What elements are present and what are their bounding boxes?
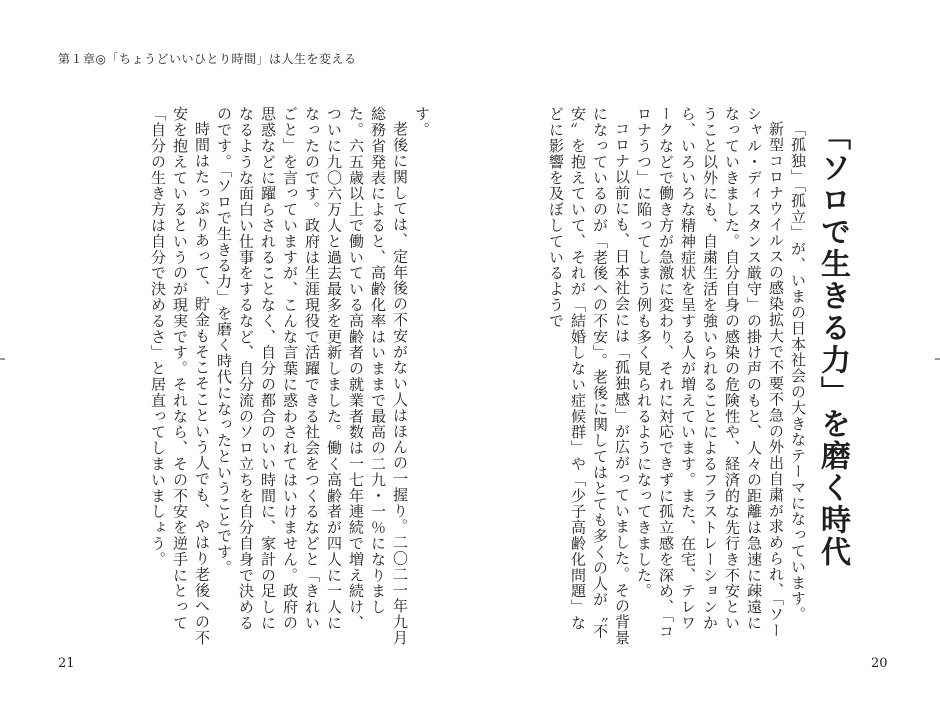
page-number-right: 20	[871, 656, 888, 671]
paragraph: 新型コロナウイルスの感染拡大で不要不急の外出自粛が求められ、「ソーシャル・ディスタンス厳守」の掛け声のもと、人々の距離は急速に疎遠になっていきました。自分自身の感染の危険性や、経済的な先行き不安ということ以外にも、自粛生活を強いられることによるフラストレーションから、いろいろな精神症状を呈する人が増えています。また、在宅、テレワークなどで働き方が急激に変わり、それに対応できずに孤立感を深め、「コロナうつ」に陥ってしまう例も多く見られるようになってきました。	[635, 106, 785, 640]
left-page-body	[103, 106, 433, 646]
paragraph: 時間はたっぷりあって、貯金もそこそこという人でも、やはり老後への不安を抱えているというのが現実です。それなら、その不安を逆手にとって「自分の生き方は自分で決めるさ」と居直ってしまいましょう。	[149, 106, 211, 646]
paragraph: コロナ以前にも、日本社会には「孤独感」が広がっていました。その背景になっているのが「老後への不安」。老後に関してはとても多くの人が〝不安〟を抱えていて、それが「結婚しない症候群」や「少子高齢化問題」などに影響を及ぼしているようで	[547, 106, 631, 646]
section-title: 「ソロで生きる力」を磨く時代	[815, 120, 850, 568]
page-number-left: 21	[58, 656, 75, 671]
crop-mark	[935, 358, 940, 360]
paragraph: 老後に関しては、定年後の不安がない人はほんの一握り。二〇二一年九月総務省発表によると、高齢化率はいままで最高の二九・一％になりました。六五歳以上で働いている高齢者の就業者数は一七年連続で増え続け、ついに九〇六万人と過去最多を更新しました。働く高齢者が四人に一人になったのです。政府は生涯現役で活躍できる社会をつくるなどと「きれいごと」を言っていますが、こんな言葉に惑わされてはいけません。政府の思惑などに躍らされることなく、自分の都合のいい時間に、家計の足しになるような面白い仕事をするなど、自分流のソロ立ちを自分自身で決めるのです。「ソロで生きる力」を磨く時代になったということです。	[215, 106, 409, 646]
paragraph-continuation: す。	[413, 106, 431, 138]
crop-mark	[0, 358, 5, 360]
paragraph: 「孤独」「孤立」が、いまの日本社会の大きなテーマになっています。	[789, 121, 807, 623]
running-head: 第１章◎「ちょうどいいひとり時間」は人生を変える	[58, 52, 357, 66]
right-page-body	[539, 106, 809, 646]
